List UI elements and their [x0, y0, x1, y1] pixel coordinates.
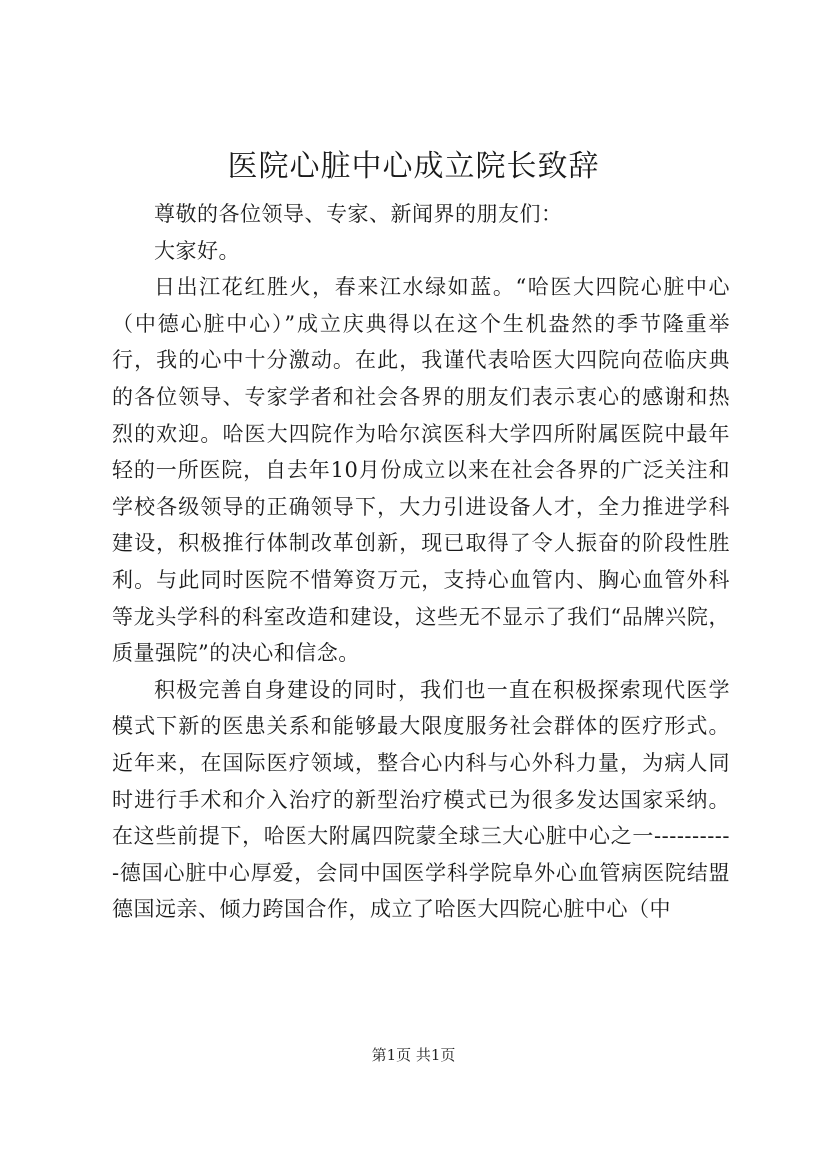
page-number-footer: 第1页 共1页 [371, 1046, 456, 1064]
document-title: 医院心脏中心成立院长致辞 [227, 149, 600, 184]
greeting-paragraph: 大家好。 [154, 238, 240, 263]
salutation-paragraph: 尊敬的各位领导、专家、新闻界的朋友们： [154, 202, 563, 226]
body-paragraph-2: 积极完善自身建设的同时，我们也一直在积极探索现代医学模式下新的医患关系和能够最大限度服务社会群体的医疗形式。近年来，在国际医疗领域，整合心内科与心外科力量，为病人同时进行手术和介入治疗的新型治疗模式已为很多发达国家采纳。在这些前提下，哈医大附属四院蒙全球三大心脏中心之一-----------德国心脏中心厚爱，会同中国医学科学院阜外心血管病医院结盟德国远亲、倾力跨国合作，成立了哈医大四院心脏中心（中 [112, 677, 730, 922]
document-body [112, 196, 730, 928]
body-paragraph-1: 日出江花红胜火，春来江水绿如蓝。“哈医大四院心脏中心（中德心脏中心）”成立庆典得以在这个生机盎然的季节隆重举行，我的心中十分激动。在此，我谨代表哈医大四院向莅临庆典的各位领导、专家学者和社会各界的朋友们表示衷心的感谢和热烈的欢迎。哈医大四院作为哈尔滨医科大学四所附属医院中最年轻的一所医院，自去年10月份成立以来在社会各界的广泛关注和学校各级领导的正确领导下，大力引进设备人才，全力推进学科建设，积极推行体制改革创新，现已取得了令人振奋的阶段性胜利。与此同时医院不惜筹资万元，支持心血管内、胸心血管外科等龙头学科的科室改造和建设，这些无不显示了我们“品牌兴院，质量强院”的决心和信念。 [112, 275, 730, 666]
